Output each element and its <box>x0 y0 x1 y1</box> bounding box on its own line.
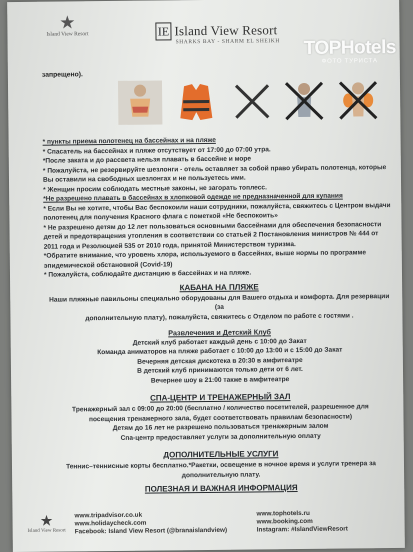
cabana-line: дополнительную плату), пожалуйста, свяжитесь с Отделом по работе с гостями . <box>85 311 354 322</box>
instagram-value: #IslandViewResort <box>291 525 348 534</box>
life-vest-icon <box>172 78 221 127</box>
extra-services-title: ДОПОЛНИТЕЛЬНЫЕ УСЛУГИ <box>163 449 279 460</box>
entertainment-section <box>45 326 396 387</box>
tophotels-link: www.tophotels.ru <box>256 509 310 518</box>
cut-off-text: запрещено). <box>41 71 83 79</box>
rule-item: * Пожалуйста, не резервируйте шезлонги - отель оставляет за собой право убирать полотенца, которые Вы оставили на свободных шезлонгах и не пользуетесь ими. <box>42 163 387 184</box>
brand-subtitle: SHARKS BAY - SHARM EL SHEIKH <box>175 38 280 46</box>
facebook-value: Island View Resort (@branaislandview) <box>108 527 228 536</box>
footer <box>12 506 404 552</box>
facebook-line <box>75 527 228 537</box>
rule-item: * Не разрешено детям до 12 лет пользоваться основными бассейнами для обеспечения безопасности детей и предотвращения утопления в соответствии со статьей 2 Постановления министров № 444 от 2011 года и Резолюцией 535 от 2010 года, принятой Министерством туризма. <box>43 220 382 251</box>
pool-rules-pictograms <box>116 76 386 127</box>
instagram-line <box>257 526 348 535</box>
footer-logo-text: Island View Resort <box>27 528 66 534</box>
cross-mark-icon <box>228 77 277 126</box>
crossed-swimmer-icon <box>280 77 329 126</box>
footer-left-links <box>74 511 227 537</box>
spa-line: Детям до 16 лет не разрешено пользоваться тренажерным залом <box>112 422 329 432</box>
entertainment-title: Развлечения и Детский Клуб <box>168 327 272 338</box>
watermark-title: TOPHotels <box>303 36 397 59</box>
tophotels-watermark <box>304 38 396 66</box>
extra-line: Теннис–теннисные корты бесплатно.*Ракетки, освещение в ночное время и услуги тренера за <box>66 460 376 471</box>
footer-right-links <box>256 510 347 536</box>
rule-item: * Женщин просим соблюдать местные законы, не загорать топлесс. <box>43 183 267 194</box>
extra-line: дополнительную плату. <box>181 470 261 479</box>
rule-item: *Обратите внимание, что уровень хлора, используемого в бассейнах, выше нормы по программе эпидемической обстановкой (Covid-19) <box>43 249 367 270</box>
watermark-subtitle: ФОТО ТУРИСТА <box>321 58 378 65</box>
cabana-line: Наши пляжные павильоны специально оборудованы для Вашего отдыха и комфорта. Для резервации (за <box>49 292 390 311</box>
cabana-title: КАБАНА НА ПЛЯЖЕ <box>179 281 259 292</box>
spa-title: СПА-ЦЕНТР И ТРЕНАЖЕРНЫЙ ЗАЛ <box>150 392 291 403</box>
brand-mark: IE <box>155 22 171 40</box>
entertainment-line: Вечернее шоу в 21:00 также в амфитеатре <box>150 375 290 385</box>
rule-item: * Если Вы не хотите, чтобы Вас беспокоили наши сотрудники, пожалуйста, свяжитесь с Центром выдачи полотенец для получения Красного флага с пометкой «Не беспокоить» <box>43 201 391 222</box>
rule-item: *После заката и до рассвета нельзя плавать в бассейне и море <box>42 155 252 165</box>
footer-logo <box>26 513 66 533</box>
spa-section <box>45 402 395 444</box>
pool-beach-rules <box>43 134 394 280</box>
extra-services-section <box>46 459 396 482</box>
spa-line: Спа-центр предоставляет услуги за дополнительную оплату <box>120 432 321 442</box>
spa-line: посещения тренажерного зала, будет соответствовать правилам безопасности) <box>88 412 353 423</box>
star-icon: ★ <box>39 512 54 530</box>
spa-line: Тренажерный зал с 09:00 до 20:00 (бесплатно / количество посетителей, разрешенное для <box>72 403 369 414</box>
rule-item: * пункты приема полотенец на бассейнах и на пляже <box>42 136 216 146</box>
facebook-label: Facebook: <box>74 528 107 536</box>
entertainment-line: Команда аниматоров на пляже работает с 10:00 до 13:00 и с 15:00 до Закат <box>97 346 343 357</box>
resort-brand-header <box>155 21 280 46</box>
child-swimwear-icon <box>116 78 165 127</box>
crest-logo-text: Island View Resort <box>46 31 89 38</box>
entertainment-line: Детский клуб работает каждый день с 10:00 до Закат <box>132 337 307 347</box>
holidaycheck-link: www.holidaycheck.com <box>74 519 147 528</box>
brand-name: Island View Resort <box>174 22 278 39</box>
rule-item: *Не разрешено плавать в бассейнах в хлопковой одежде не предназначенной для купания <box>43 192 343 203</box>
paper-sheet <box>7 0 405 552</box>
rule-item: * Спасатель на бассейнах и пляже отсутствует от 17:00 до 07:00 утра. <box>42 145 271 156</box>
booking-link: www.booking.com <box>256 518 313 526</box>
cabana-section <box>44 292 394 324</box>
useful-info-title: ПОЛЕЗНАЯ И ВАЖНАЯ ИНФОРМАЦИЯ <box>144 483 298 494</box>
resort-crest-logo <box>39 13 95 38</box>
rules-content <box>43 134 397 497</box>
rule-item: * Пожалуйста, соблюдайте дистанцию в бассейнах и на пляже. <box>43 269 252 279</box>
entertainment-line: Вечерняя детская дискотека в 20:30 в амфитеатре <box>137 356 303 366</box>
instagram-label: Instagram: <box>256 526 290 534</box>
crossed-armbands-icon <box>334 76 383 125</box>
tripadvisor-link: www.tripadvisor.co.uk <box>74 511 143 520</box>
star-icon: ★ <box>59 12 76 33</box>
entertainment-line: В детский клуб принимаются только дети от 6 лет. <box>137 365 303 375</box>
